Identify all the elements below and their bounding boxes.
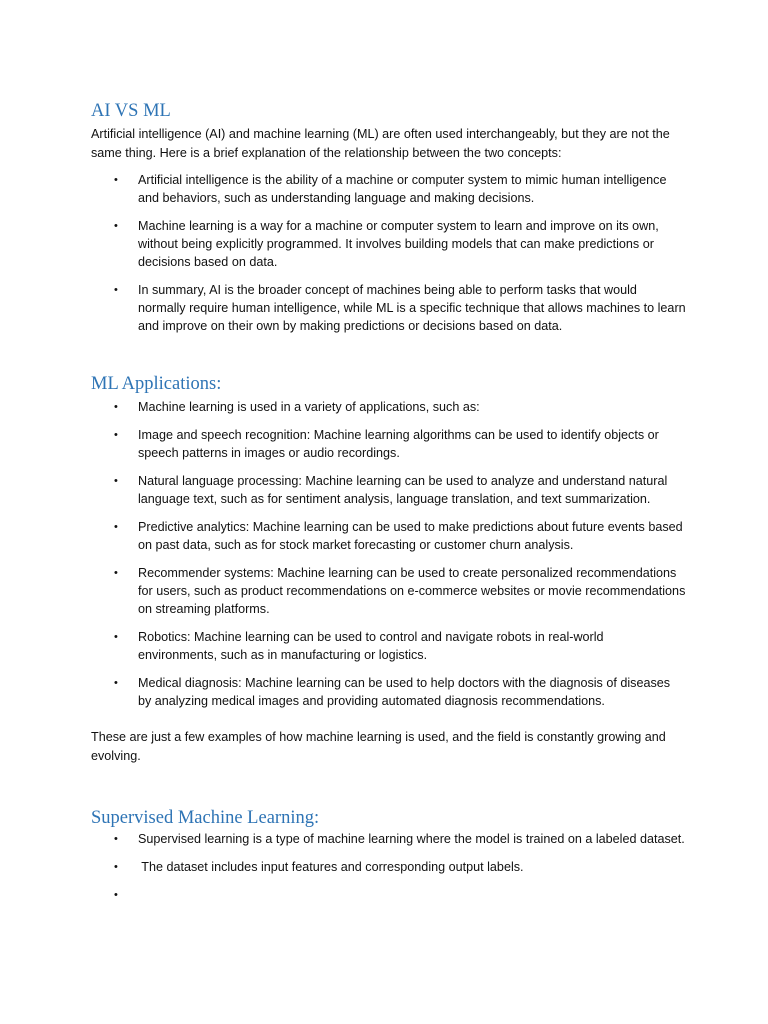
heading-ml-applications: ML Applications: xyxy=(91,374,222,394)
bullet-text: In summary, AI is the broader concept of machines being able to perform tasks that would normally require human intelligence, while ML is a specific technique that allows machines to learn and improve on their own by making predictions or decisions based on data. xyxy=(138,283,686,333)
list-item xyxy=(91,398,686,416)
list-item xyxy=(91,830,686,848)
bullet-icon: • xyxy=(114,861,118,873)
list-item xyxy=(91,281,686,335)
bullet-text: Supervised learning is a type of machine learning where the model is trained on a labeled dataset. xyxy=(138,832,685,846)
heading-supervised-ml: Supervised Machine Learning: xyxy=(91,808,320,828)
heading-ai-vs-ml: AI VS ML xyxy=(91,101,171,121)
bullet-text: Image and speech recognition: Machine learning algorithms can be used to identify objects or speech patterns in images or audio recordings. xyxy=(138,428,659,460)
bullet-icon: • xyxy=(114,567,118,579)
list-item xyxy=(91,858,686,876)
intro-paragraph: Artificial intelligence (AI) and machine learning (ML) are often used interchangeably, but they are not the same thing. Here is a brief explanation of the relationship between the two concepts: xyxy=(91,127,670,160)
list-item xyxy=(91,426,686,462)
list-item xyxy=(91,628,686,664)
bullet-text: Machine learning is used in a variety of applications, such as: xyxy=(138,400,480,414)
bullet-icon: • xyxy=(114,631,118,643)
supervised-ml-bullets xyxy=(91,830,691,904)
list-item xyxy=(91,472,686,508)
list-item xyxy=(91,886,686,904)
bullet-text: Medical diagnosis: Machine learning can be used to help doctors with the diagnosis of diseases by analyzing medical images and providing automated diagnosis recommendations. xyxy=(138,676,671,708)
closing-paragraph: These are just a few examples of how machine learning is used, and the field is constantly growing and evolving. xyxy=(91,730,666,763)
list-item xyxy=(91,564,686,618)
bullet-icon: • xyxy=(114,677,118,689)
ai-vs-ml-bullets xyxy=(91,171,691,335)
bullet-icon: • xyxy=(114,429,118,441)
bullet-icon: • xyxy=(114,284,118,296)
bullet-text: Robotics: Machine learning can be used to control and navigate robots in real-world environments, such as in manufacturing or logistics. xyxy=(138,630,604,662)
bullet-text: Machine learning is a way for a machine or computer system to learn and improve on its own, without being explicitly programmed. It involves building models that can make predictions or decisions based on data. xyxy=(138,219,659,269)
bullet-icon: • xyxy=(114,889,118,901)
ml-applications-bullets xyxy=(91,398,691,710)
bullet-text: Predictive analytics: Machine learning can be used to make predictions about future events based on past data, such as for stock market forecasting or customer churn analysis. xyxy=(138,520,683,552)
bullet-text: Recommender systems: Machine learning can be used to create personalized recommendations for users, such as product recommendations on e-commerce websites or movie recommendations on streaming platforms. xyxy=(138,566,686,616)
bullet-icon: • xyxy=(114,220,118,232)
list-item xyxy=(91,171,686,207)
bullet-text: The dataset includes input features and corresponding output labels. xyxy=(138,860,524,874)
bullet-icon: • xyxy=(114,401,118,413)
bullet-text: Natural language processing: Machine learning can be used to analyze and understand natural language text, such as for sentiment analysis, language translation, and text summarization. xyxy=(138,474,668,506)
list-item xyxy=(91,674,686,710)
list-item xyxy=(91,217,686,271)
bullet-icon: • xyxy=(114,521,118,533)
bullet-text: Artificial intelligence is the ability of a machine or computer system to mimic human intelligence and behaviors, such as understanding language and making decisions. xyxy=(138,173,667,205)
bullet-icon: • xyxy=(114,833,118,845)
bullet-icon: • xyxy=(114,475,118,487)
list-item xyxy=(91,518,686,554)
bullet-icon: • xyxy=(114,174,118,186)
